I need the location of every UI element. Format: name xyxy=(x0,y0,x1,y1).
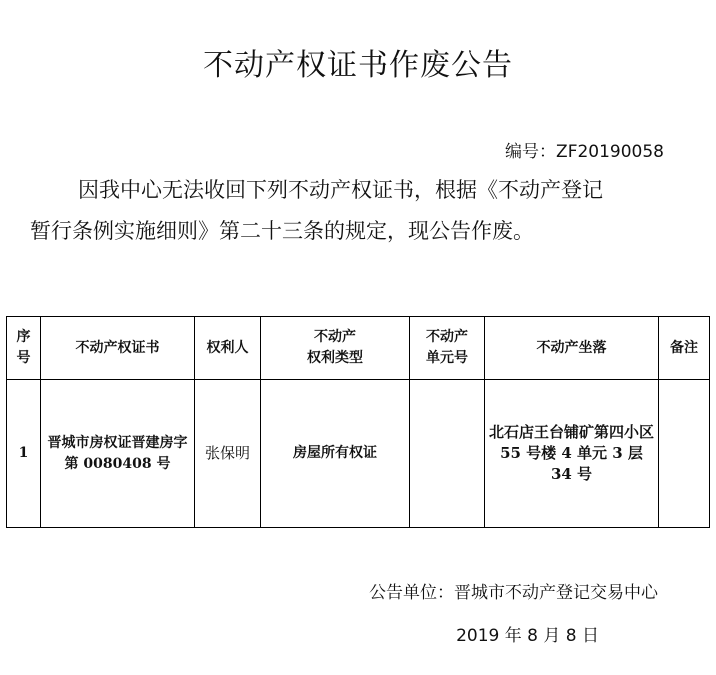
cell-right-type: 房屋所有权证 xyxy=(261,380,410,528)
notice-date: 2019 年 8 月 8 日 xyxy=(456,626,599,646)
cell-seq: 1 xyxy=(7,380,41,528)
cell-certificate: 晋城市房权证晋建房字第 0080408 号 xyxy=(41,380,195,528)
notice-body xyxy=(30,170,680,252)
table-row xyxy=(7,380,710,528)
header-location: 不动产坐落 xyxy=(485,317,659,380)
cell-remarks xyxy=(659,380,710,528)
header-seq: 序 号 xyxy=(7,317,41,380)
header-owner: 权利人 xyxy=(195,317,261,380)
notice-title: 不动产权证书作废公告 xyxy=(203,48,513,83)
body-line-2: 暂行条例实施细则》第二十三条的规定，现公告作废。 xyxy=(30,219,534,243)
document-number: 编号：ZF20190058 xyxy=(505,142,664,162)
header-certificate: 不动产权证书 xyxy=(41,317,195,380)
header-unit-number: 不动产 单元号 xyxy=(410,317,485,380)
cell-location: 北石店王台铺矿第四小区 55 号楼 4 单元 3 层 34 号 xyxy=(485,380,659,528)
void-certificate-table xyxy=(6,316,710,528)
issuing-unit: 公告单位：晋城市不动产登记交易中心 xyxy=(369,583,658,603)
header-remarks: 备注 xyxy=(659,317,710,380)
header-right-type: 不动产 权利类型 xyxy=(261,317,410,380)
table-header-row xyxy=(7,317,710,380)
body-line-1: 因我中心无法收回下列不动产权证书，根据《不动产登记 xyxy=(78,178,603,202)
cell-unit-number xyxy=(410,380,485,528)
cell-owner: 张保明 xyxy=(195,380,261,528)
